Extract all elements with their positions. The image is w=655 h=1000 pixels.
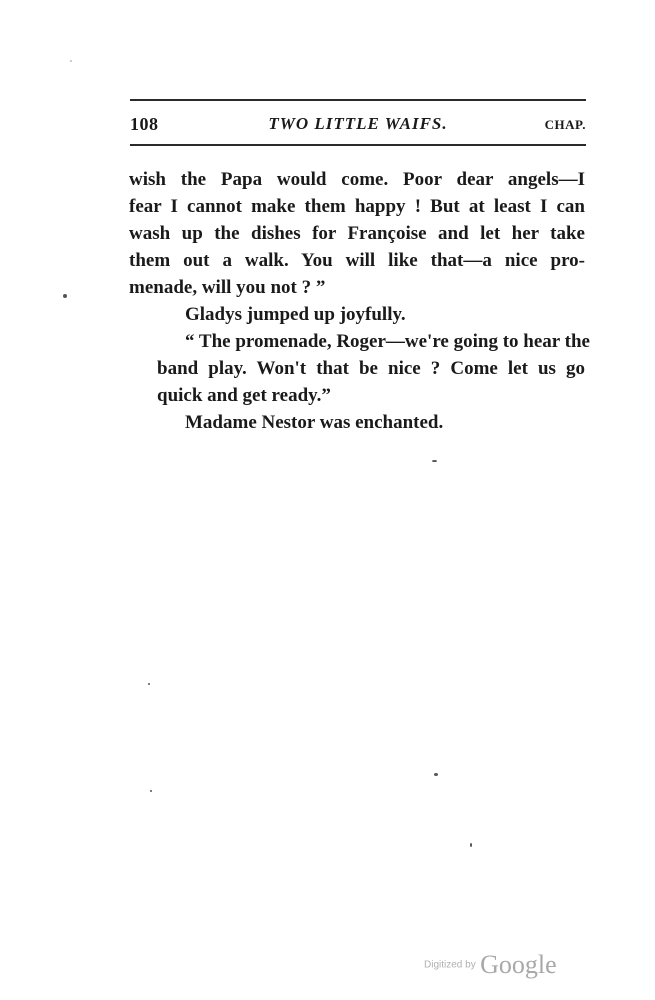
text-line: fear I cannot make them happy ! But at least I can — [129, 196, 585, 217]
running-head — [130, 114, 586, 138]
text-line: wash up the dishes for Françoise and let her take — [129, 223, 585, 244]
book-title: TWO LITTLE WAIFS. — [268, 114, 448, 133]
text-line: menade, will you not ? ” — [129, 277, 326, 298]
text-line: Madame Nestor was enchanted. — [185, 412, 444, 433]
scan-speck — [150, 790, 152, 792]
text-line: Gladys jumped up joyfully. — [185, 304, 406, 325]
paragraph-3 — [129, 328, 590, 409]
digitized-watermark — [424, 950, 557, 980]
header-top-rule — [130, 99, 586, 101]
paragraph-1 — [129, 166, 585, 301]
scan-speck — [63, 294, 67, 298]
text-line: them out a walk. You will like that—a nice pro- — [129, 250, 585, 271]
text-line: band play. Won't that be nice ? Come let us go — [157, 358, 585, 379]
paragraph-4 — [129, 409, 585, 436]
scan-speck — [148, 683, 150, 685]
watermark-brand: Google — [480, 950, 557, 979]
watermark-prefix: Digitized by — [424, 959, 476, 971]
chapter-abbrev: CHAP. — [544, 117, 586, 132]
text-line: quick and get ready.” — [157, 385, 331, 406]
scan-speck — [70, 60, 72, 62]
scan-speck — [432, 460, 437, 462]
scan-speck — [434, 773, 438, 776]
header-bottom-rule — [130, 144, 586, 146]
text-line: “ The promenade, Roger—we're going to hear the — [185, 331, 590, 352]
paragraph-2 — [129, 301, 585, 328]
page-number: 108 — [130, 114, 159, 134]
text-line: wish the Papa would come. Poor dear angels—I — [129, 169, 585, 190]
body-text — [129, 166, 590, 436]
scan-speck — [470, 843, 472, 847]
